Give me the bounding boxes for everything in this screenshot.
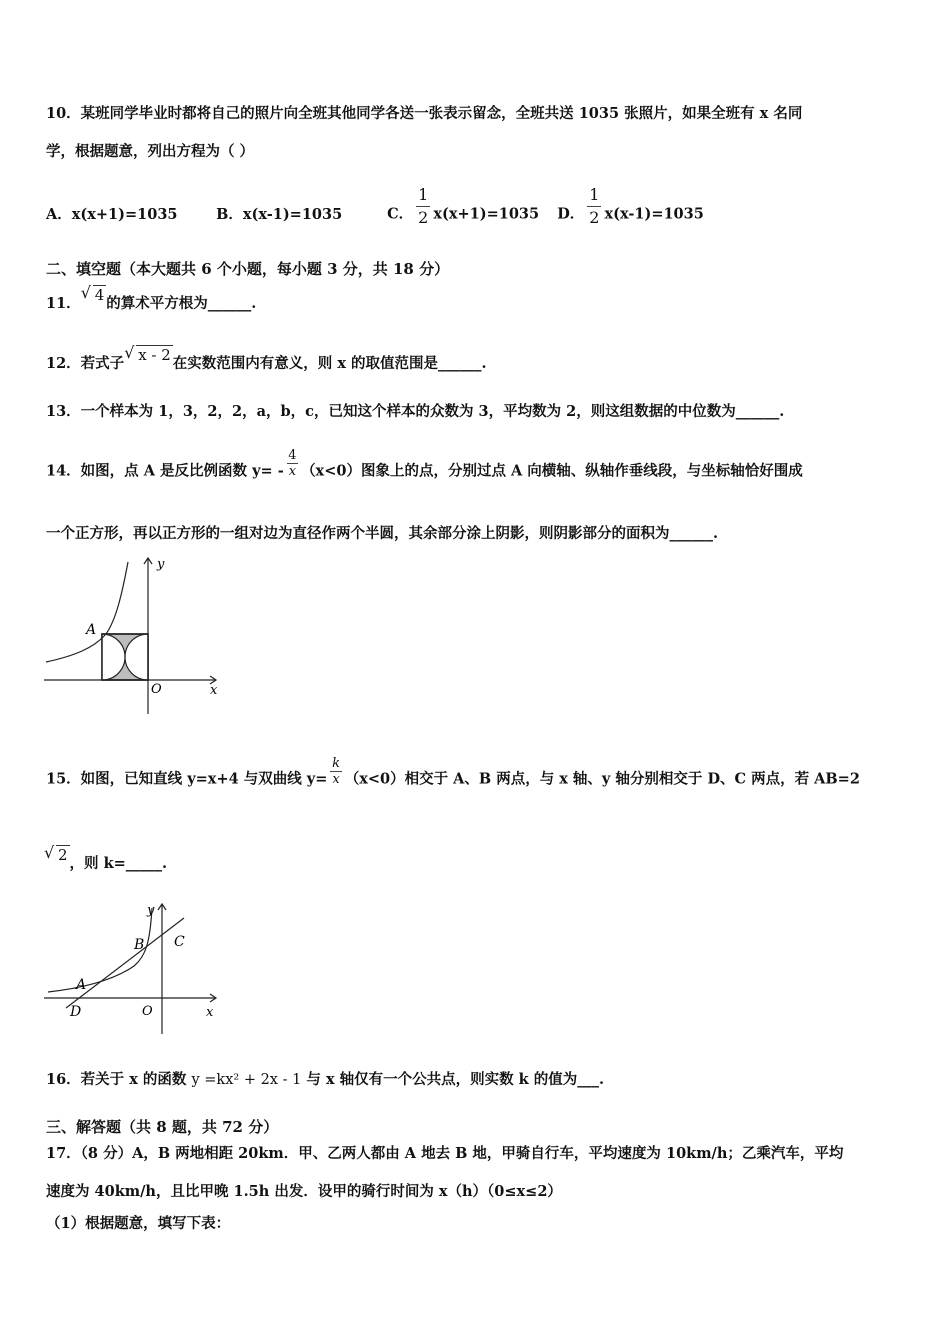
q12-prefix: 12．若式子 [46, 355, 125, 372]
fraction-numerator: 1 [418, 185, 429, 204]
label-y: y [157, 557, 165, 572]
q17-line1: 17．（8 分）A，B 两地相距 20km．甲、乙两人都由 A 地去 B 地，甲骑自行车，平均速度为 10km/h；乙乘汽车，平均 [46, 1145, 844, 1162]
figure-14 [44, 554, 224, 719]
label-c: C [174, 934, 185, 950]
q17-line2: 速度为 40km/h，且比甲晚 1.5h 出发．设甲的骑行时间为 x（h）（0≤x≤2） [46, 1183, 562, 1200]
label-o: O [142, 1004, 153, 1019]
q10-option-c-fraction [416, 184, 430, 229]
fraction-numerator: 4 [288, 448, 297, 463]
q10-options [46, 185, 704, 237]
q14-line2: 一个正方形，再以正方形的一组对边为直径作两个半圆，其余部分涂上阴影，则阴影部分的面积为______. [46, 525, 719, 542]
q15-prefix: 15．如图，已知直线 y=x+4 与双曲线 y= [46, 770, 328, 788]
q15-suffix: （x<0）相交于 A、B 两点，与 x 轴、y 轴分别相交于 D、C 两点，若 AB=2 [344, 770, 860, 788]
q11 [46, 286, 257, 313]
label-b: B [134, 937, 145, 953]
section-2-title: 二、填空题（本大题共 6 个小题，每小题 3 分，共 18 分） [46, 260, 450, 278]
q16-prefix: 16．若关于 x 的函数 [46, 1071, 187, 1088]
q16-expression: y =kx² + 2x - 1 [191, 1072, 302, 1088]
q11-text: 的算术平方根为______. [106, 295, 257, 312]
q11-number: 11． [46, 295, 81, 312]
q10-option-c-expr: x(x+1)=1035 [433, 205, 540, 223]
q10-option-a: A．x(x+1)=1035 [46, 205, 178, 223]
q15-fraction [330, 756, 341, 787]
q14-fraction [287, 448, 298, 479]
q10-option-d [557, 185, 704, 237]
q10-option-b: B．x(x-1)=1035 [216, 205, 343, 223]
q15-sqrt: √ 2 [56, 845, 70, 864]
label-d: D [70, 1004, 82, 1020]
q12-text: 在实数范围内有意义，则 x 的取值范围是______. [172, 355, 487, 372]
label-y: y [147, 903, 155, 918]
fraction-numerator: 1 [589, 185, 600, 204]
label-a: A [76, 977, 87, 993]
q14-line1 [46, 448, 803, 487]
q16-suffix: 与 x 轴仅有一个公共点，则实数 k 的值为___. [306, 1071, 605, 1088]
fraction-denominator: 2 [418, 208, 429, 227]
q11-sqrt: √ 4 [93, 285, 107, 304]
fraction-denominator: x [288, 464, 297, 479]
fraction-denominator: 2 [589, 208, 600, 227]
label-x: x [210, 683, 218, 698]
q16 [46, 1068, 604, 1089]
q13: 13．一个样本为 1，3，2，2，a，b，c，已知这个样本的众数为 3，平均数为 2，则这组数据的中位数为______. [46, 403, 785, 420]
q15-text: ，则 k=_____. [69, 855, 168, 872]
q15-line2 [46, 846, 168, 873]
q10-option-c [387, 185, 552, 237]
q12-sqrt: √ x - 2 [136, 345, 173, 364]
q10-line1: 10．某班同学毕业时都将自己的照片向全班其他同学各送一张表示留念，全班共送 1035 张照片，如果全班有 x 名同 [46, 105, 803, 122]
q10-line2: 学，根据题意，列出方程为（ ） [46, 143, 255, 160]
label-x: x [206, 1005, 214, 1020]
label-o: O [151, 682, 162, 697]
q10-option-d-fraction [587, 184, 601, 229]
q12 [46, 346, 487, 373]
section-3-title: 三、解答题（共 8 题，共 72 分） [46, 1118, 279, 1136]
q10-option-d-expr: x(x-1)=1035 [604, 205, 704, 223]
label-a: A [86, 622, 97, 638]
q10-option-c-label: C． [387, 205, 414, 223]
q17-line3: （1）根据题意，填写下表： [46, 1215, 231, 1232]
fraction-denominator: x [332, 772, 340, 787]
line-y-x-plus-4 [66, 918, 184, 1008]
q14-suffix: （x<0）图象上的点，分别过点 A 向横轴、纵轴作垂线段，与坐标轴恰好围成 [301, 462, 803, 480]
q15-line1 [46, 756, 860, 795]
q10-option-d-label: D． [557, 205, 585, 223]
q14-prefix: 14．如图，点 A 是反比例函数 y= - [46, 462, 284, 480]
figure-15 [44, 898, 224, 1038]
fraction-numerator: k [332, 756, 340, 771]
